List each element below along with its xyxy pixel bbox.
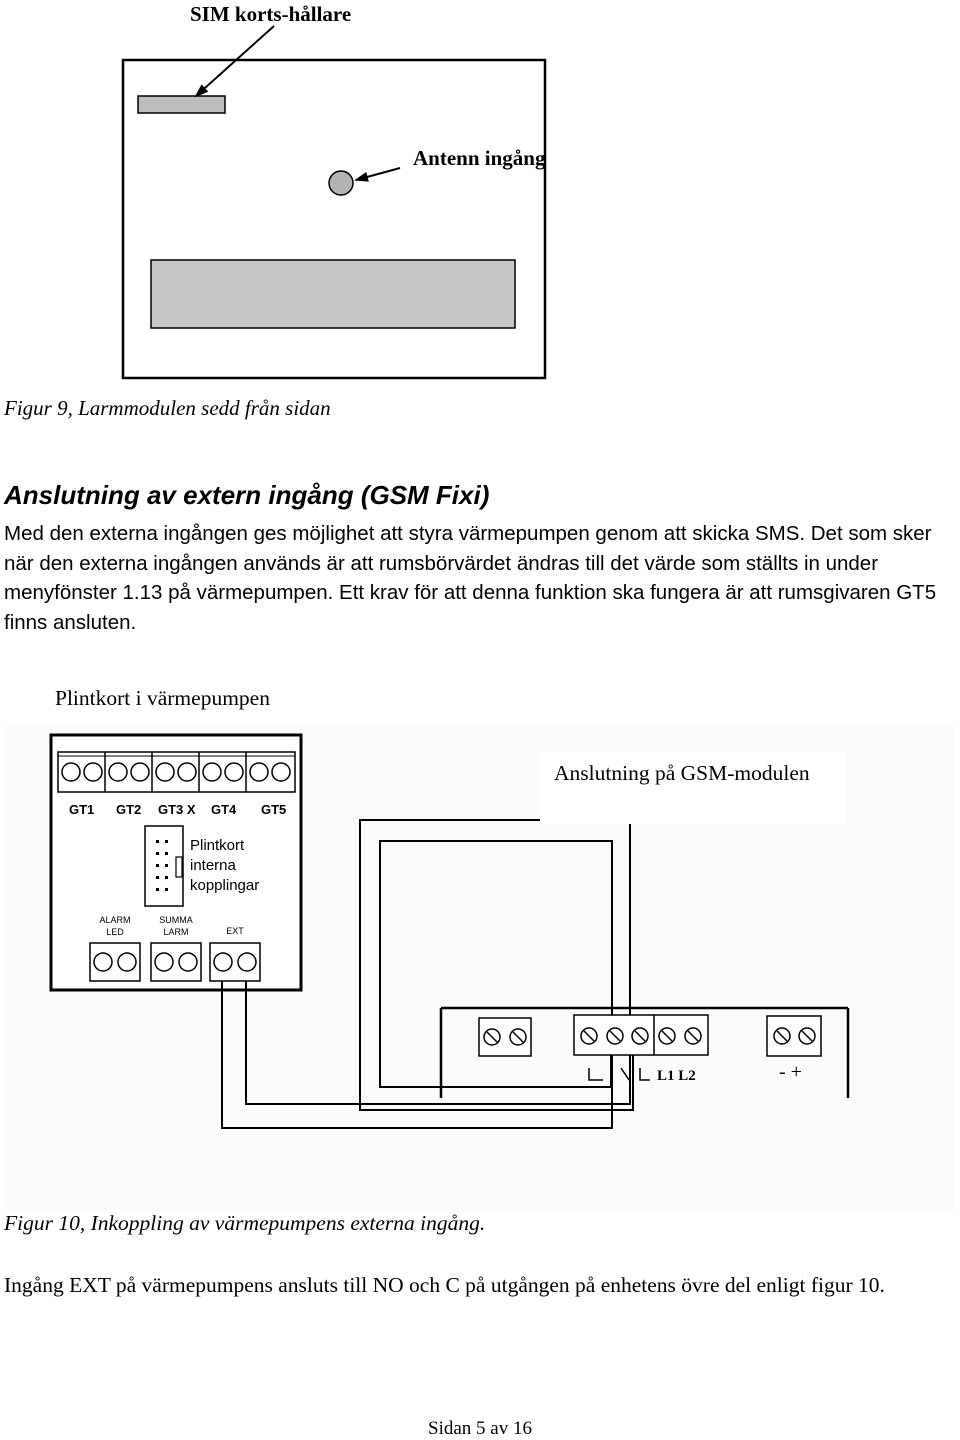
summa-larm-label: SUMMA LARM (159, 915, 193, 937)
sim-holder (138, 96, 225, 113)
antenna-label: Antenn ingång (413, 146, 546, 170)
figure-10-caption: Figur 10, Inkoppling av värmepumpens externa ingång. (4, 1211, 486, 1235)
alarm-led-label: ALARM LED (99, 915, 131, 937)
closing-paragraph: Ingång EXT på värmepumpens ansluts till NO och C på utgången på enhetens övre del enligt figur 10. (4, 1273, 885, 1297)
summa-larm-terminal (151, 943, 201, 981)
gsm-power-label: - + (779, 1061, 802, 1083)
alarm-led-terminal (90, 943, 140, 981)
display-window (151, 260, 515, 328)
figure-9-diagram (0, 0, 960, 400)
page-number: Sidan 5 av 16 (428, 1418, 532, 1439)
gsm-l1l2-label: L1 L2 (657, 1068, 696, 1084)
ext-label: EXT (226, 926, 244, 936)
figure-10-diagram (0, 680, 960, 1210)
internal-label-line-2: interna (190, 857, 236, 874)
internal-label-line-3: kopplingar (190, 877, 260, 894)
figure-10-title: Plintkort i värmepumpen (55, 686, 270, 710)
internal-label-line-1: Plintkort (190, 837, 245, 854)
gt1-label: GT1 (69, 802, 95, 817)
gt3-label: GT3 X (158, 802, 196, 817)
antenna-connector (329, 171, 353, 195)
sim-label: SIM korts-hållare (190, 2, 352, 26)
gt5-label: GT5 (261, 802, 287, 817)
figure-9-caption: Figur 9, Larmmodulen sedd från sidan (4, 396, 331, 420)
gt4-label: GT4 (211, 802, 237, 817)
top-terminal-block (58, 752, 295, 792)
gsm-connection-label: Anslutning på GSM-modulen (554, 761, 810, 785)
body-paragraph: Med den externa ingången ges möjlighet att styra värmepumpen genom att skicka SMS. Det som sker när den externa ingången används är att rumsbörvärdet ändras till det värde som ställts in under menyfönster 1.13 på värmepumpen. Ett krav för att denna funktion ska fungera är att rumsgivaren GT5 finns ansluten. (4, 522, 937, 634)
section-heading: Anslutning av extern ingång (GSM Fixi) (4, 480, 490, 510)
ext-terminal (210, 943, 260, 981)
gt2-label: GT2 (116, 802, 142, 817)
